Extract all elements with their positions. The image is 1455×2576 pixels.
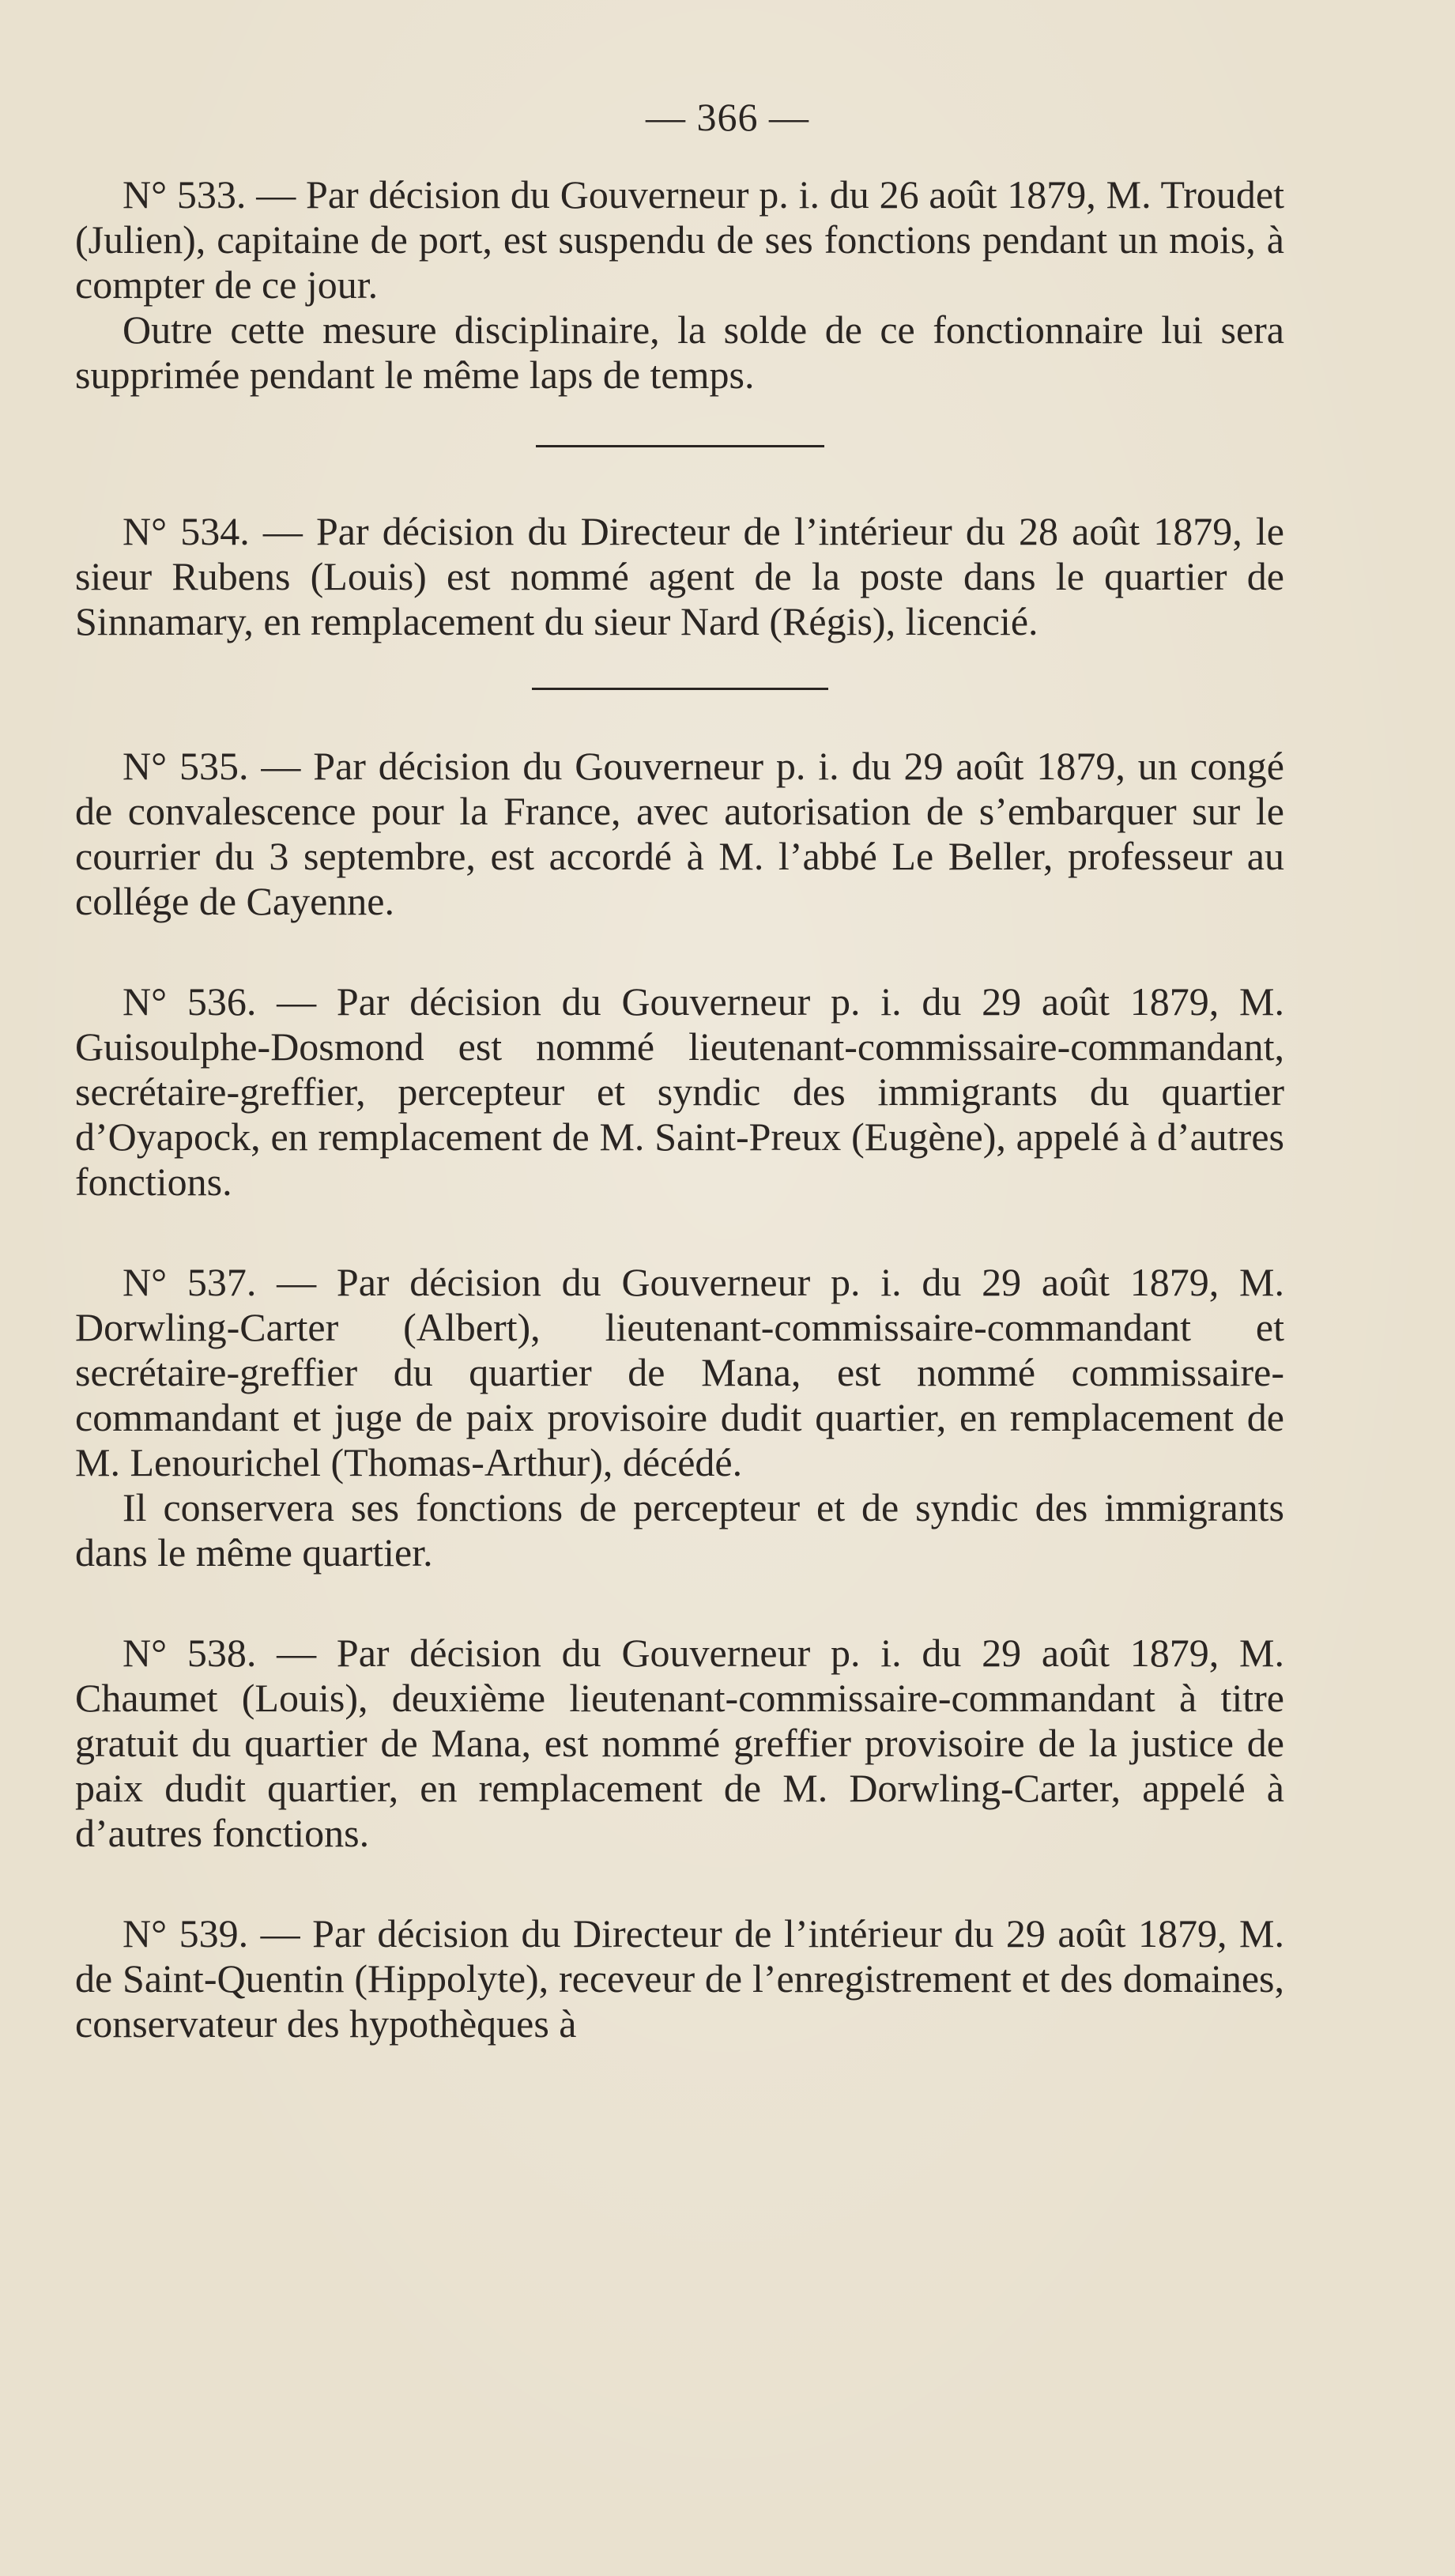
entry-538-paragraph-1: N° 538. — Par décision du Gouverneur p. i. du 29 août 1879, M. Chaumet (Louis), deuxième lieutenant-commissaire-commandant à titre gratuit du quartier de Mana, est nommé greffier provisoire de la justice de paix dudit quartier, en remplacement de M. Dorwling-Carter, appelé à d’autres fonctions.	[75, 1631, 1284, 1855]
entry-536-paragraph-1: N° 536. — Par décision du Gouverneur p. i. du 29 août 1879, M. Guisoulphe-Dosmond est nommé lieutenant-commissaire-commandant, secrétaire-greffier, percepteur et syndic des immigrants du quartier d’Oyapock, en remplacement de M. Saint-Preux (Eugène), appelé à d’autres fonctions.	[75, 979, 1284, 1204]
entry-spacer	[75, 1205, 1284, 1260]
section-divider-rule	[536, 445, 824, 447]
entry-534	[75, 509, 1284, 644]
entry-534-paragraph-1: N° 534. — Par décision du Directeur de l’intérieur du 28 août 1879, le sieur Rubens (Louis) est nommé agent de la poste dans le quartier de Sinnamary, en remplacement du sieur Nard (Régis), licencié.	[75, 509, 1284, 643]
entry-537	[75, 1260, 1284, 1575]
entry-533	[75, 172, 1284, 398]
entry-538	[75, 1631, 1284, 1856]
entry-537-paragraph-2: Il conservera ses fonctions de percepteur et de syndic des immigrants dans le même quartier.	[75, 1485, 1284, 1575]
entry-535	[75, 744, 1284, 924]
entry-539	[75, 1911, 1284, 2046]
document-body	[75, 172, 1284, 2046]
page-number-header: — 366 —	[646, 95, 809, 139]
section-divider-rule	[532, 688, 828, 690]
entry-537-paragraph-1: N° 537. — Par décision du Gouverneur p. i. du 29 août 1879, M. Dorwling-Carter (Albert), lieutenant-commissaire-commandant et secrétaire-greffier du quartier de Mana, est nommé commissaire-commandant et juge de paix provisoire dudit quartier, en remplacement de M. Lenourichel (Thomas-Arthur), décédé.	[75, 1260, 1284, 1484]
entry-533-paragraph-2: Outre cette mesure disciplinaire, la solde de ce fonctionnaire lui sera supprimée pendant le même laps de temps.	[75, 307, 1284, 397]
entry-spacer	[75, 1575, 1284, 1631]
entry-spacer	[75, 924, 1284, 979]
entry-539-paragraph-1: N° 539. — Par décision du Directeur de l’intérieur du 29 août 1879, M. de Saint-Quentin (Hippolyte), receveur de l’enregistrement et des domaines, conservateur des hypothèques à	[75, 1911, 1284, 2046]
entry-spacer	[75, 1856, 1284, 1911]
entry-535-paragraph-1: N° 535. — Par décision du Gouverneur p. i. du 29 août 1879, un congé de convalescence pour la France, avec autorisation de s’embarquer sur le courrier du 3 septembre, est accordé à M. l’abbé Le Beller, professeur au collége de Cayenne.	[75, 744, 1284, 923]
entry-536	[75, 979, 1284, 1205]
entry-533-paragraph-1: N° 533. — Par décision du Gouverneur p. i. du 26 août 1879, M. Troudet (Julien), capitaine de port, est suspendu de ses fonctions pendant un mois, à compter de ce jour.	[75, 172, 1284, 307]
